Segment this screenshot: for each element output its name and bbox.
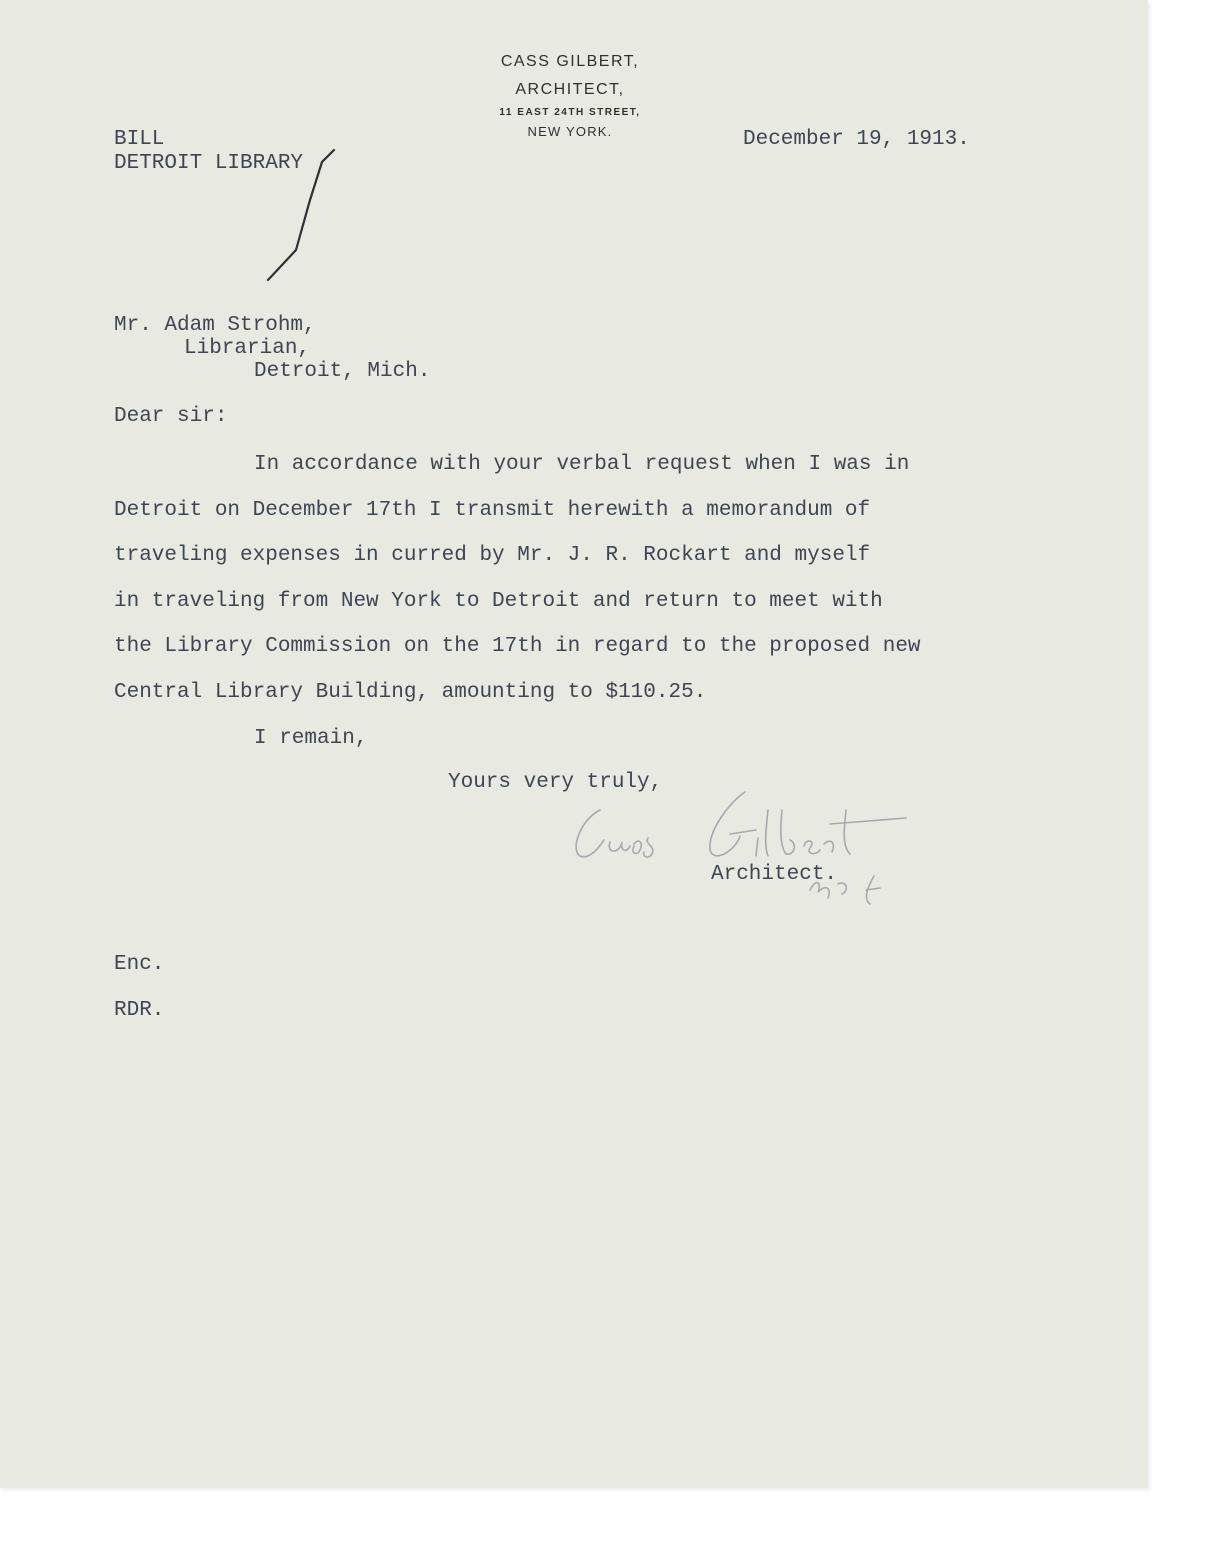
letter-date: December 19, 1913.: [743, 128, 970, 151]
recipient-title: Librarian,: [184, 337, 311, 360]
letter-body: [114, 442, 1034, 761]
body-line: Detroit on December 17th I transmit herewith a memorandum of: [114, 498, 871, 522]
reference-line-2: DETROIT LIBRARY: [114, 152, 304, 175]
letterhead-city: NEW YORK.: [527, 124, 613, 139]
body-line: In accordance with your verbal request when I was in: [254, 453, 910, 476]
body-line: in traveling from New York to Detroit and return to meet with: [114, 589, 883, 613]
enclosure-note: Enc.: [114, 953, 165, 976]
closing-line: I remain,: [254, 726, 368, 750]
recipient-name: Mr. Adam Strohm,: [114, 314, 316, 337]
complimentary-close: Yours very truly,: [448, 771, 663, 794]
handwritten-signature: [560, 780, 920, 920]
check-mark: [258, 140, 348, 290]
letterhead-name: CASS GILBERT,: [500, 53, 640, 70]
body-line: the Library Commission on the 17th in regard to the proposed new: [114, 635, 921, 659]
salutation: Dear sir:: [114, 405, 228, 428]
letterhead-title: ARCHITECT,: [515, 81, 625, 98]
letterhead-street: 11 EAST 24TH STREET,: [499, 107, 641, 118]
body-line: Central Library Building, amounting to $110.25.: [114, 680, 707, 704]
recipient-city: Detroit, Mich.: [254, 360, 431, 383]
body-line: traveling expenses in curred by Mr. J. R. Rockart and myself: [114, 544, 871, 568]
reference-line-1: BILL: [114, 128, 165, 151]
signature-title: Architect.: [711, 863, 838, 886]
typist-initials: RDR.: [114, 999, 165, 1022]
